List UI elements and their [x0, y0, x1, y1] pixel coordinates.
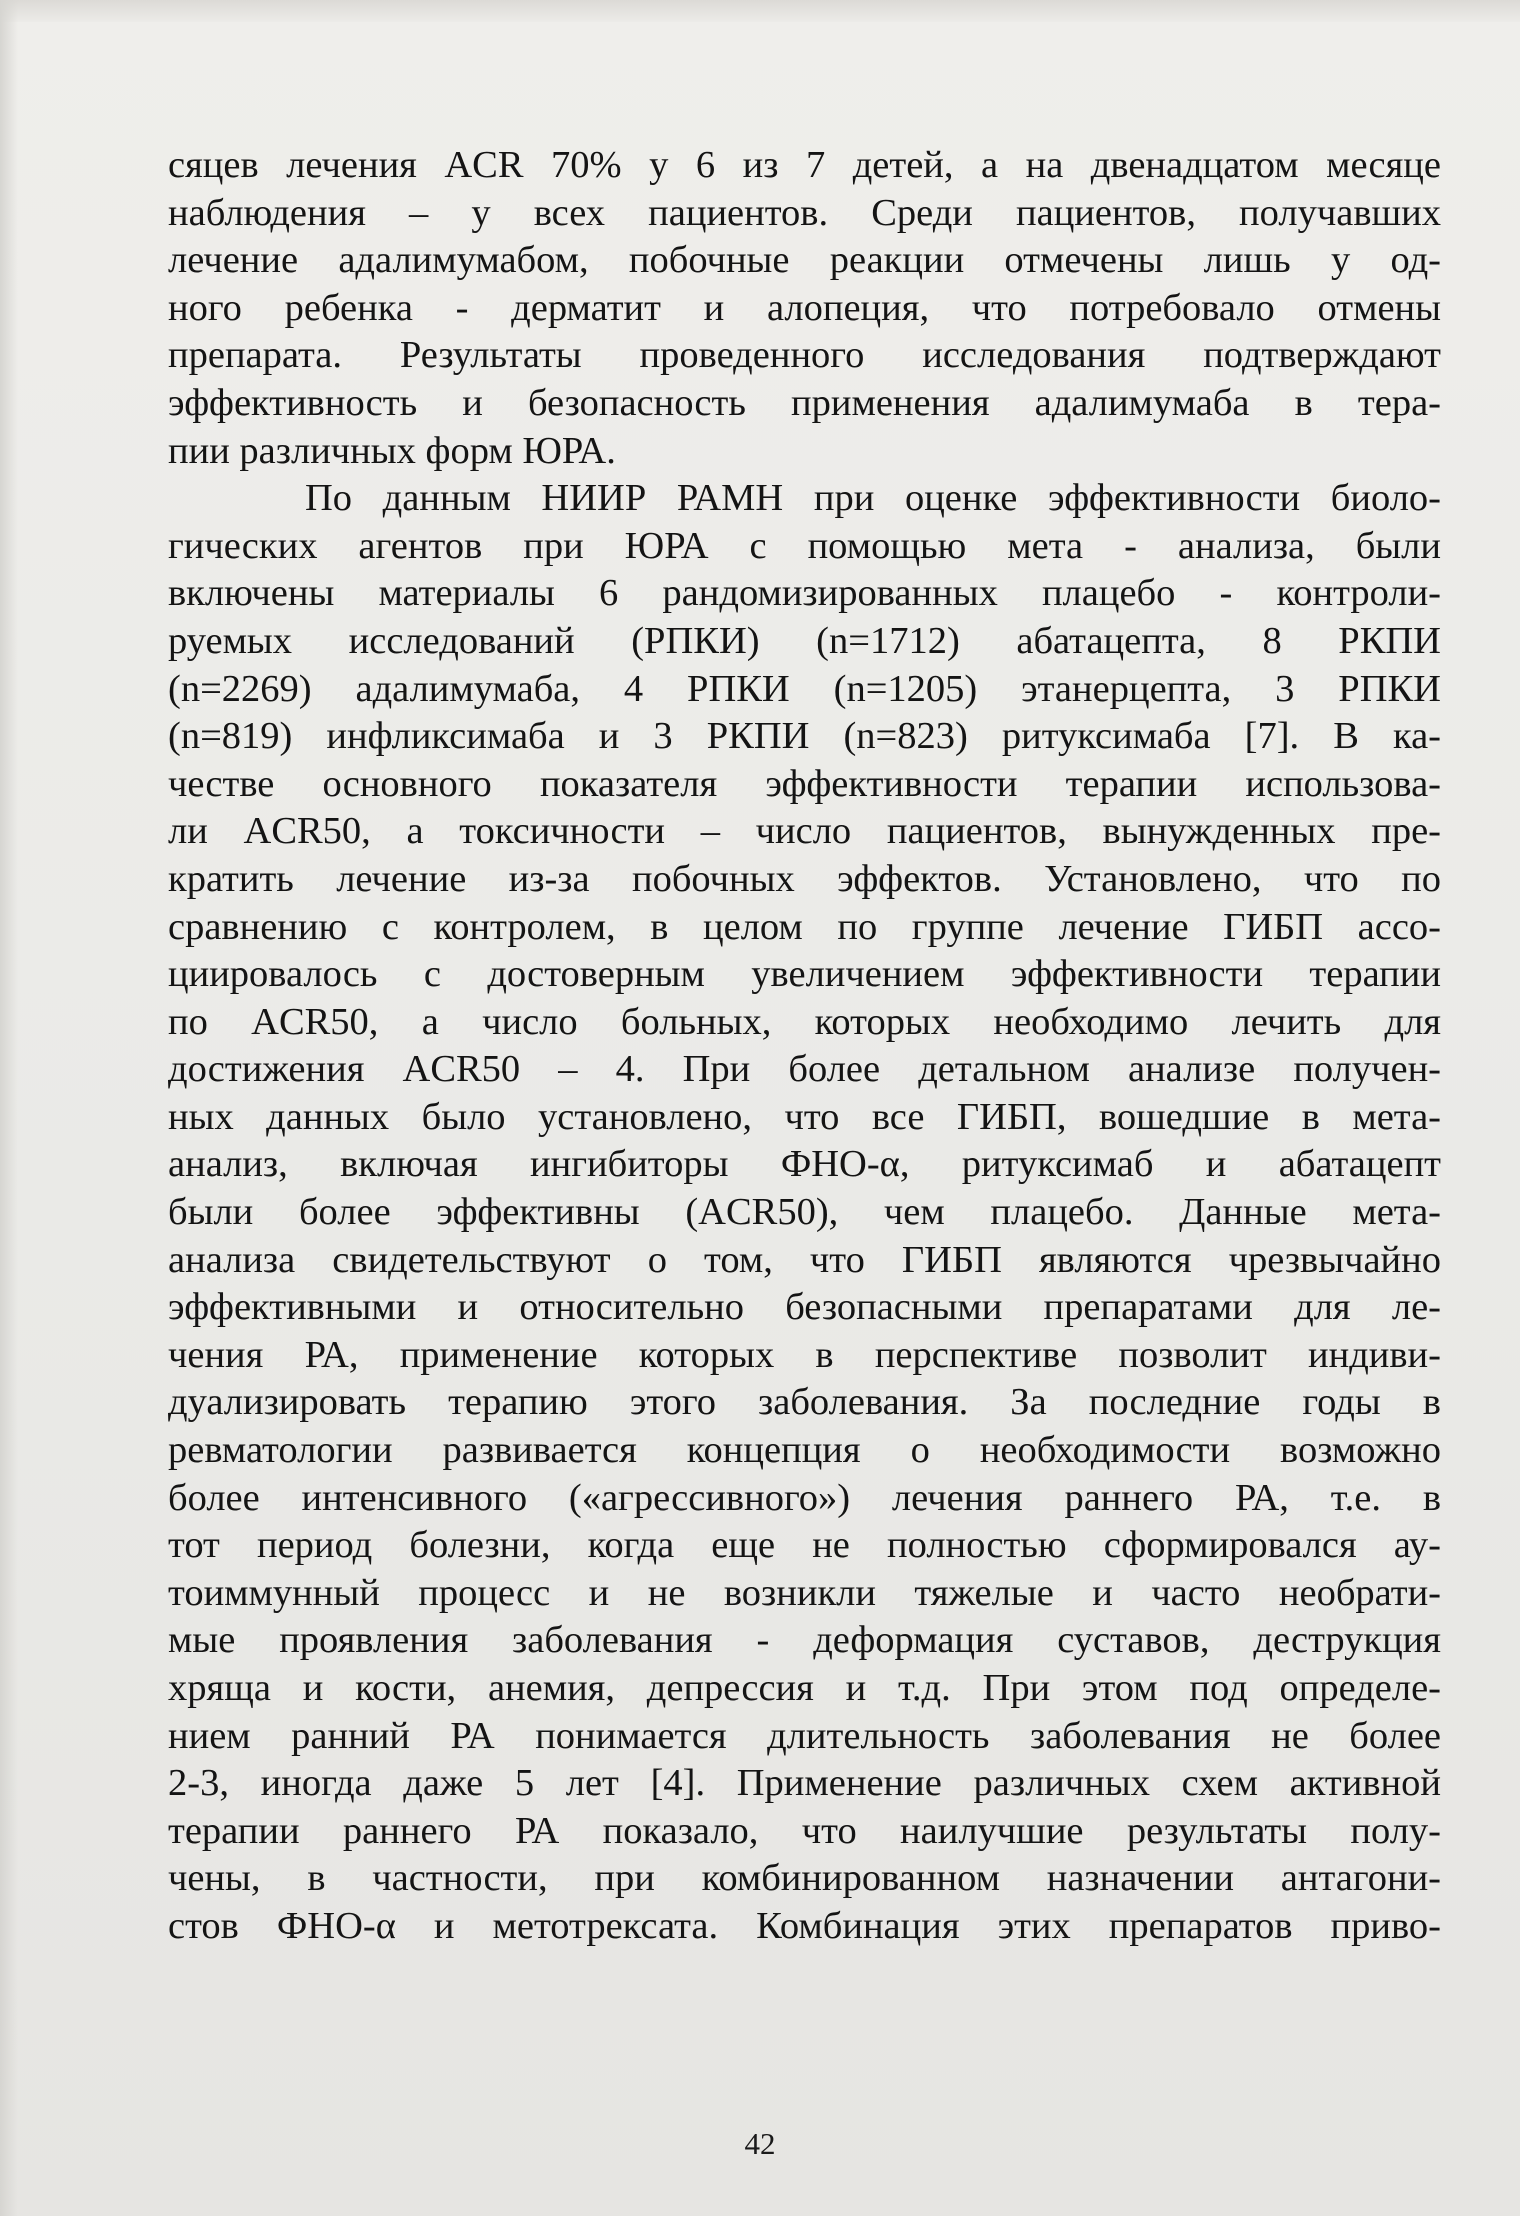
text-line: тоиммунный процесс и не возникли тяжелые и часто необрати-	[168, 1571, 1441, 1614]
text-line: руемых исследований (РПКИ) (n=1712) абатацепта, 8 РКПИ	[168, 619, 1441, 662]
text-line: чены, в частности, при комбинированном назначении антагони-	[168, 1857, 1441, 1900]
text-line: более интенсивного («агрессивного») лечения раннего РА, т.е. в	[168, 1476, 1441, 1519]
text-line: были более эффективны (ACR50), чем плацебо. Данные мета-	[168, 1191, 1441, 1234]
text-line: ревматологии развивается концепция о необходимости возможно	[168, 1429, 1441, 1472]
text-line: сравнению с контролем, в целом по группе лечение ГИБП ассо-	[168, 905, 1441, 948]
text-line: включены материалы 6 рандомизированных плацебо - контроли-	[168, 572, 1441, 615]
text-line: пии различных форм ЮРА.	[168, 429, 616, 472]
text-line: сяцев лечения ACR 70% у 6 из 7 детей, а на двенадцатом месяце	[168, 144, 1441, 186]
text-line: (n=2269) адалимумаба, 4 РПКИ (n=1205) этанерцепта, 3 РПКИ	[168, 667, 1441, 710]
text-line: препарата. Результаты проведенного исследования подтверждают	[168, 334, 1441, 377]
text-line: по ACR50, а число больных, которых необходимо лечить для	[168, 1000, 1441, 1043]
scan-left-edge	[0, 0, 18, 2216]
text-line: лечение адалимумабом, побочные реакции отмечены лишь у од-	[168, 239, 1441, 282]
scan-top-edge	[0, 0, 1520, 22]
text-line: дуализировать терапию этого заболевания. За последние годы в	[168, 1381, 1441, 1424]
paragraph	[168, 142, 1441, 475]
text-line: ли ACR50, а токсичности – число пациентов, вынужденных пре-	[168, 810, 1441, 853]
text-line: По данным НИИР РАМН при оценке эффективности биоло-	[305, 477, 1441, 520]
text-line: эффективными и относительно безопасными препаратами для ле-	[168, 1286, 1441, 1329]
text-line: анализа свидетельствуют о том, что ГИБП являются чрезвычайно	[168, 1238, 1441, 1281]
text-line: наблюдения – у всех пациентов. Среди пациентов, получавших	[168, 191, 1441, 234]
text-line: нием ранний РА понимается длительность заболевания не более	[168, 1714, 1441, 1757]
text-line: тот период болезни, когда еще не полностью сформировался ау-	[168, 1524, 1441, 1567]
text-line: хряща и кости, анемия, депрессия и т.д. При этом под определе-	[168, 1667, 1441, 1709]
text-line: мые проявления заболевания - деформация суставов, деструкция	[168, 1619, 1441, 1662]
text-line: кратить лечение из-за побочных эффектов. Установлено, что по	[168, 857, 1441, 900]
text-line: циировалось с достоверным увеличением эффективности терапии	[168, 953, 1441, 996]
text-line: чения РА, применение которых в перспективе позволит индиви-	[168, 1333, 1441, 1376]
text-line: гических агентов при ЮРА с помощью мета - анализа, были	[168, 524, 1441, 567]
text-line: 2-3, иногда даже 5 лет [4]. Применение различных схем активной	[168, 1762, 1441, 1805]
text-line: (n=819) инфликсимаба и 3 РКПИ (n=823) ритуксимаба [7]. В ка-	[168, 715, 1441, 758]
text-line: ного ребенка - дерматит и алопеция, что потребовало отмены	[168, 286, 1441, 329]
text-line: достижения ACR50 – 4. При более детальном анализе получен-	[168, 1048, 1441, 1091]
text-line: анализ, включая ингибиторы ФНО-α, ритуксимаб и абатацепт	[168, 1143, 1441, 1186]
page-number: 42	[744, 2126, 776, 2161]
paragraph	[168, 475, 1441, 1950]
body-text	[168, 142, 1441, 1951]
text-line: эффективность и безопасность применения адалимумаба в тера-	[168, 381, 1441, 424]
text-line: честве основного показателя эффективности терапии использова-	[168, 762, 1441, 805]
text-line: ных данных было установлено, что все ГИБП, вошедшие в мета-	[168, 1095, 1441, 1138]
text-line: терапии раннего РА показало, что наилучшие результаты полу-	[168, 1809, 1441, 1852]
text-line: стов ФНО-α и метотрексата. Комбинация этих препаратов приво-	[168, 1904, 1441, 1947]
